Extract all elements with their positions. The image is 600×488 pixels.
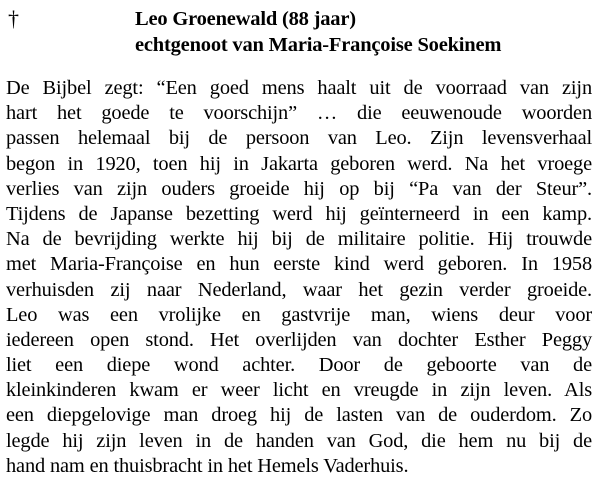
body-line: begon in 1920, toen hij in Jakarta geboren werd. Na het vroege <box>6 152 592 175</box>
body-line: een diepgelovige man droeg hij de lasten van de ouderdom. Zo <box>6 404 592 427</box>
body-line: passen helemaal bij de persoon van Leo. Zijn levensverhaal <box>6 127 592 150</box>
body-line: verlies van zijn ouders groeide hij op bij “Pa van der Steur”. <box>6 177 592 200</box>
body-line: hart het goede te voorschijn” … die eeuwenoude woorden <box>6 102 592 125</box>
body-line: De Bijbel zegt: “Een goed mens haalt uit de voorraad van zijn <box>6 77 592 99</box>
body-line: liet een diepe wond achter. Door de geboorte van de <box>6 354 592 377</box>
obituary-header <box>0 0 600 80</box>
cross-icon: † <box>8 6 19 31</box>
body-line: verhuisden zij naar Nederland, waar het gezin verder groeide. <box>6 278 592 301</box>
body-line: legde hij zijn leven in de handen van God, die hem nu bij de <box>6 429 592 452</box>
obituary-body <box>6 76 592 479</box>
body-line: Tijdens de Japanse bezetting werd hij geïnterneerd in een kamp. <box>6 202 592 225</box>
spouse-line: echtgenoot van Maria-Françoise Soekinem <box>135 34 502 56</box>
obituary-title <box>135 6 501 58</box>
body-line: hand nam en thuisbracht in het Hemels Vaderhuis. <box>6 454 409 477</box>
deceased-name: Leo Groenewald (88 jaar) <box>135 8 356 30</box>
body-line: iedereen open stond. Het overlijden van dochter Esther Peggy <box>6 328 592 351</box>
body-line: Na de bevrijding werkte hij bij de militaire politie. Hij trouwde <box>6 228 592 251</box>
body-line: Leo was een vrolijke en gastvrije man, wiens deur voor <box>6 303 592 326</box>
body-line: met Maria-Françoise en hun eerste kind werd geboren. In 1958 <box>6 253 592 276</box>
body-line: kleinkinderen kwam er weer licht en vreugde in zijn leven. Als <box>6 379 592 402</box>
